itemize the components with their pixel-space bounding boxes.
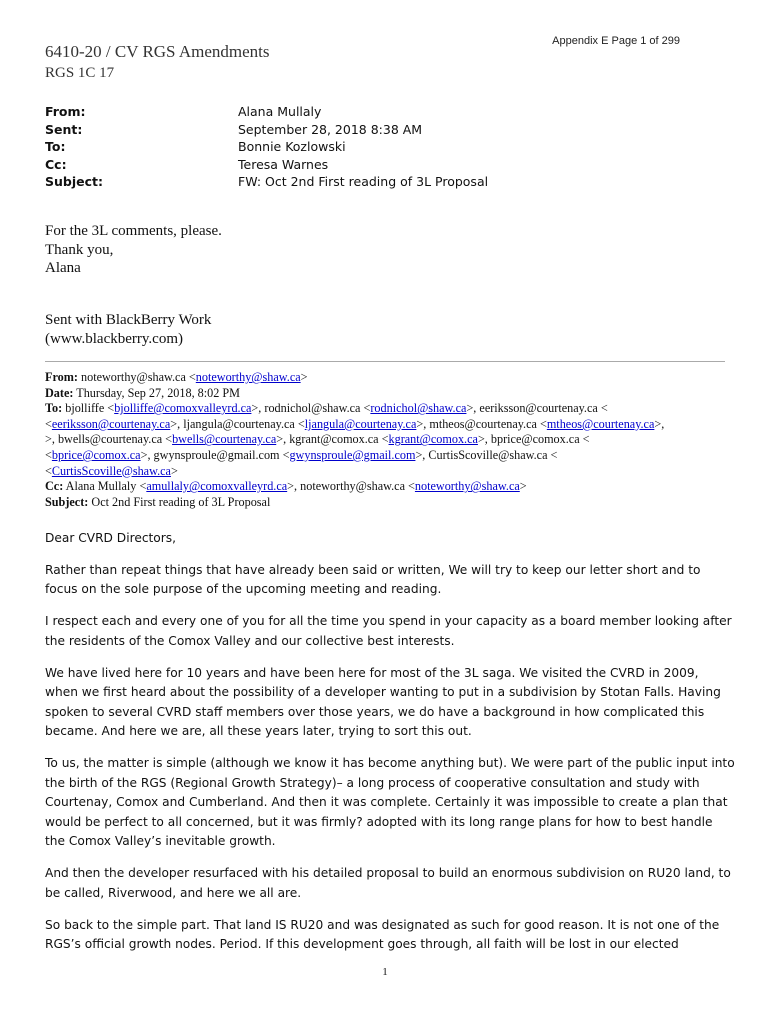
signature-line: Sent with BlackBerry Work (45, 312, 212, 328)
fwd-text: >, mtheos@courtenay.ca < (416, 416, 547, 431)
email-link[interactable]: noteworthy@shaw.ca (414, 479, 520, 494)
fwd-text: >, bprice@comox.ca < (477, 432, 590, 447)
email-link[interactable]: amullaly@comoxvalleyrd.ca (146, 479, 288, 494)
fwd-text: > (300, 370, 308, 384)
fwd-text: >, ljangula@courtenay.ca < (170, 416, 305, 431)
email-link[interactable]: gwynsproule@gmail.com (289, 447, 416, 462)
body-paragraph: So back to the simple part. That land IS RU20 and was designated as such for good reason. It is not one of the RGS’s official growth nodes. Period. If this development goes through, all faith will be lost in our elected (45, 917, 720, 952)
fwd-date: Thursday, Sep 27, 2018, 8:02 PM (76, 385, 240, 400)
body-paragraph: We have lived here for 10 years and have been here for most of the 3L saga. We visited the CVRD in 2009, when we first heard about the possibility of a developer wanting to put in a subdivision by Stotan Falls. Having spoken to several CVRD staff members over those years, we do have a background in how complicated this became. And here we are, all these years later, trying to sort this out. (45, 665, 721, 739)
email-link[interactable]: noteworthy@shaw.ca (195, 370, 301, 384)
fwd-text: >, gwynsproule@gmail.com < (140, 447, 290, 462)
doc-subtitle: RGS 1C 17 (45, 65, 115, 81)
header-subject-row (45, 173, 488, 191)
to-label: To: (45, 139, 66, 154)
from-label: From: (45, 104, 86, 119)
header-from-row (45, 103, 488, 121)
email-header (45, 103, 488, 191)
sent-label: Sent: (45, 121, 83, 137)
fwd-text: >, noteworthy@shaw.ca < (287, 479, 415, 494)
body-paragraph: Rather than repeat things that have already been said or written, We will try to keep our letter short and to focus on the sole purpose of the upcoming meeting and reading. (45, 562, 701, 597)
divider (45, 361, 725, 362)
fwd-text: >, rodnichol@shaw.ca < (251, 401, 371, 416)
fwd-subject-label: Subject: (45, 494, 89, 509)
header-cc-row (45, 156, 488, 174)
fwd-from-text: noteworthy@shaw.ca < (81, 370, 196, 384)
body-paragraph: To us, the matter is simple (although we know it has become anything but). We were part of the public input into the birth of the RGS (Regional Growth Strategy)– a long process of cooperative consultation and study with Courtenay, Comox and Cumberland. And then it was complete. Certainly it was impossible to create a plan that would be perfect to all concerned, but it was firmly? adopted with its long range plans for how to best handle the Comox Valley’s inevitable growth. (45, 756, 735, 849)
from-value: Alana Mullaly (238, 104, 322, 119)
body-paragraph: I respect each and every one of you for all the time you spend in your capacity as a board member looking after the residents of the Comox Valley and our collective best interests. (45, 614, 732, 648)
fwd-text: bjolliffe < (65, 401, 115, 416)
email-link[interactable]: bwells@courtenay.ca (172, 432, 277, 447)
appendix-label: Appendix E Page 1 of 299 (552, 35, 680, 47)
fwd-cc-label: Cc: (45, 479, 64, 494)
fwd-text: > (170, 463, 178, 478)
to-value: Bonnie Kozlowski (238, 139, 346, 154)
fwd-text: > (519, 479, 527, 494)
intro-line: Thank you, (45, 241, 114, 258)
body-paragraph: Dear CVRD Directors, (45, 531, 176, 545)
fwd-text: >, bwells@courtenay.ca < (45, 432, 173, 447)
fwd-to-row: To: bjolliffe <bjolliffe@comoxvalleyrd.ca>, rodnichol@shaw.ca <rodnichol@shaw.ca>, eeriksson@courtenay.ca < <eeriksson@courtenay.ca>, ljangula@courtenay.ca <ljangula@courtenay.ca>, mtheos@courtenay.ca <mtheos@courtenay.ca>, >, bwells@courtenay.ca <bwells@courtenay.ca>, kgrant@comox.ca <kgrant@comox.ca>, bprice@comox.ca < <bprice@comox.ca>, gwynsproule@gmail.com <gwynsproule@gmail.com>, CurtisScoville@shaw.ca < <CurtisScoville@shaw.ca> (45, 401, 665, 478)
email-link[interactable]: mtheos@courtenay.ca (546, 416, 655, 431)
fwd-text: >, CurtisScoville@shaw.ca < (415, 447, 558, 462)
page-number: 1 (382, 966, 388, 978)
header-sent-row (45, 121, 488, 139)
cc-value: Teresa Warnes (238, 156, 329, 172)
fwd-date-row (45, 386, 730, 402)
signature-line: (www.blackberry.com) (45, 330, 183, 347)
fwd-subject-row (45, 495, 730, 511)
email-link[interactable]: bjolliffe@comoxvalleyrd.ca (114, 401, 252, 416)
cc-label: Cc: (45, 156, 67, 172)
signature (45, 311, 211, 348)
fwd-to-label: To: (45, 401, 63, 416)
subject-label: Subject: (45, 174, 103, 189)
email-link[interactable]: CurtisScoville@shaw.ca (51, 463, 171, 478)
letter-body (45, 529, 735, 967)
email-link[interactable]: kgrant@comox.ca (388, 432, 478, 447)
fwd-cc-row (45, 479, 730, 495)
subject-value: FW: Oct 2nd First reading of 3L Proposal (238, 174, 489, 189)
sent-value: September 28, 2018 8:38 AM (238, 121, 423, 137)
fwd-text: >, kgrant@comox.ca < (276, 432, 389, 447)
body-paragraph: And then the developer resurfaced with his detailed proposal to build an enormous subdivision on RU20 land, to be called, Riverwood, and here we all are. (45, 866, 731, 900)
fwd-text: >, eeriksson@courtenay.ca < (466, 401, 608, 416)
intro-line: For the 3L comments, please. (45, 223, 222, 239)
forwarded-header (45, 370, 730, 510)
email-link[interactable]: rodnichol@shaw.ca (370, 401, 467, 416)
fwd-date-label: Date: (45, 385, 74, 400)
doc-title: 6410-20 / CV RGS Amendments (45, 42, 270, 61)
intro-line: Alana (45, 260, 81, 276)
fwd-subject: Oct 2nd First reading of 3L Proposal (91, 494, 271, 509)
intro-message (45, 222, 222, 278)
fwd-from-label: From: (45, 370, 78, 384)
fwd-text: Alana Mullaly < (65, 479, 147, 494)
email-link[interactable]: eeriksson@courtenay.ca (51, 416, 171, 431)
email-link[interactable]: bprice@comox.ca (51, 447, 141, 462)
email-link[interactable]: ljangula@courtenay.ca (304, 416, 417, 431)
header-to-row (45, 138, 488, 156)
fwd-from-row (45, 370, 730, 386)
